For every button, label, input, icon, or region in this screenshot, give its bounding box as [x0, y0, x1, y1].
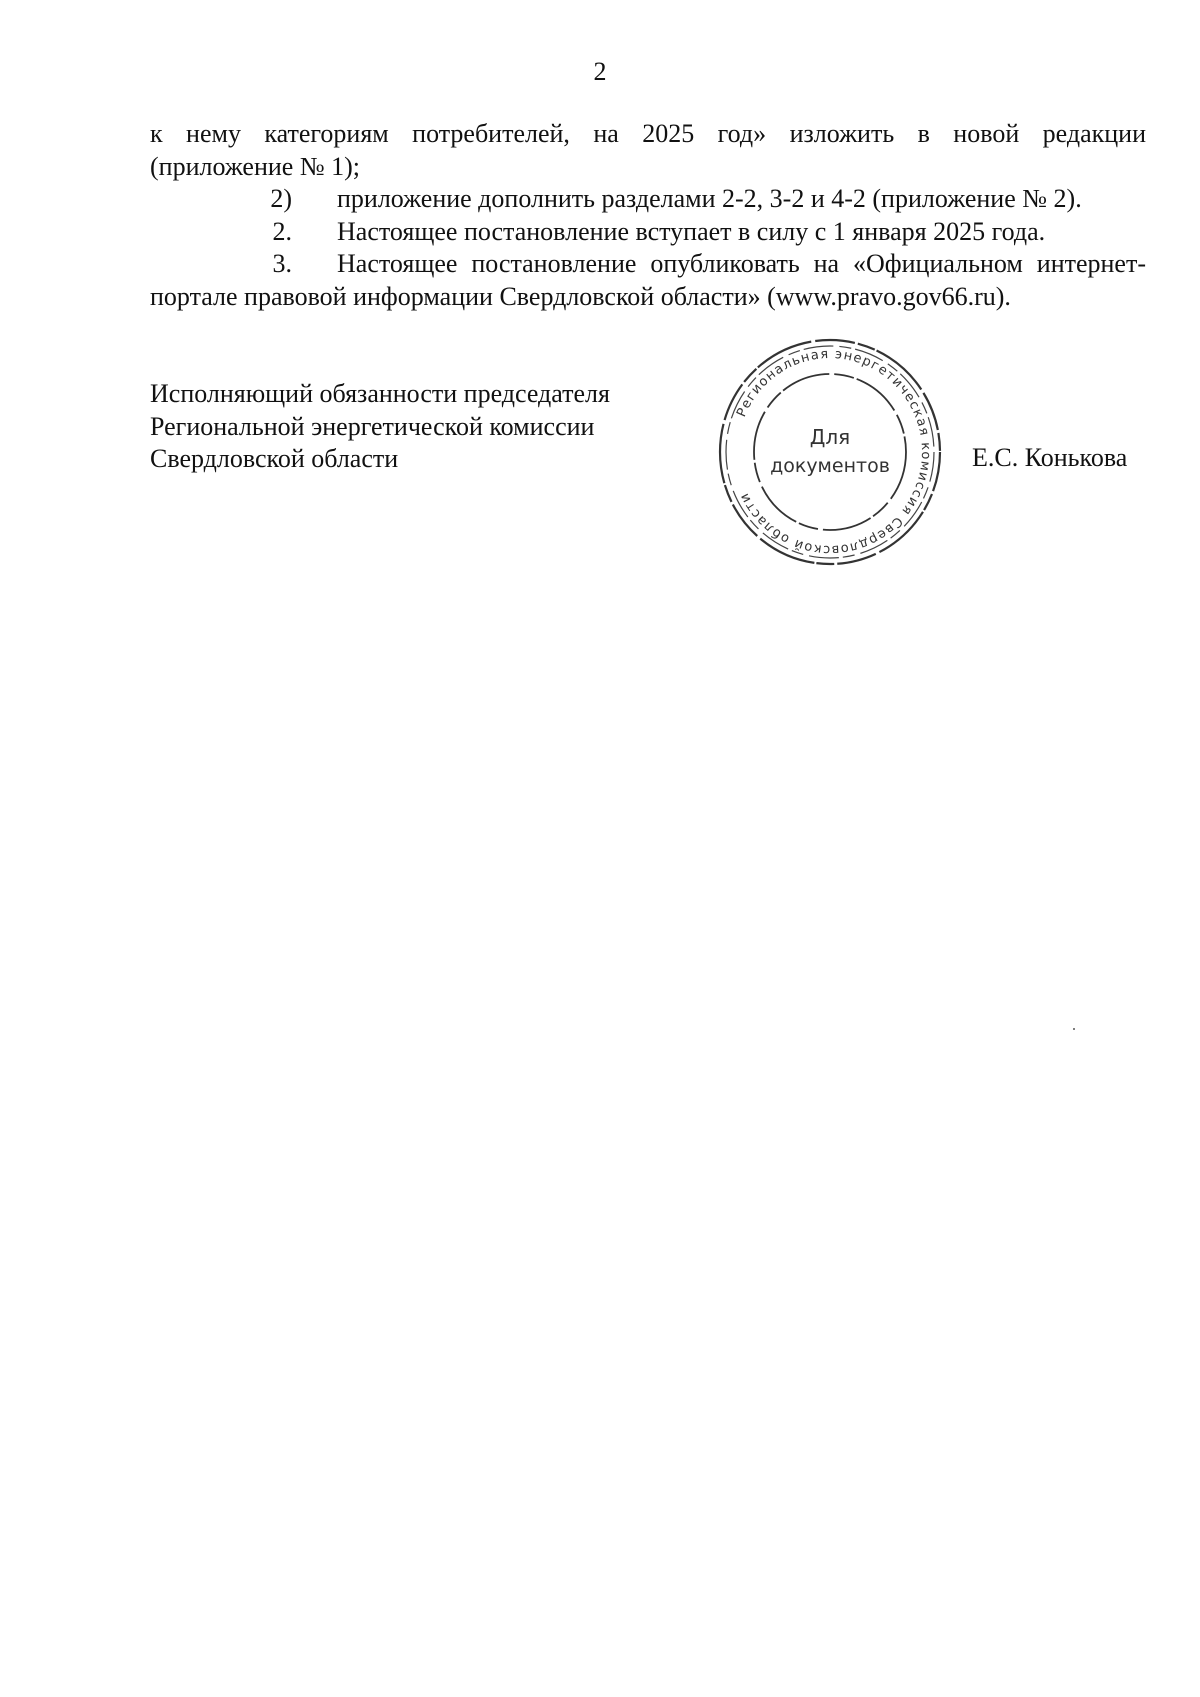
point-2: [150, 216, 1146, 249]
stamp-center-line2: документов: [770, 455, 890, 477]
subitem-2: [150, 183, 1146, 216]
position-line: Свердловской области: [150, 444, 399, 473]
stamp-center-line1: Для: [809, 425, 851, 449]
paragraph-line: к нему категориям потребителей, на 2025 год» изложить в новой редакции: [150, 119, 1146, 148]
signer-name: Е.С. Конькова: [972, 443, 1128, 472]
paragraph-line: портале правовой информации Свердловской области» (www.pravo.gov66.ru).: [150, 281, 1011, 311]
position-line: Исполняющий обязанности председателя: [150, 379, 610, 408]
point-text: Настоящее постановление вступает в силу с 1 января 2025 года.: [337, 216, 1046, 246]
page-number: 2: [593, 57, 607, 86]
scan-speck: [1073, 1028, 1075, 1030]
signatory-position: [150, 378, 710, 476]
point-number: 2.: [272, 216, 292, 246]
subitem-number: 2): [270, 184, 292, 213]
official-stamp: [712, 332, 948, 572]
document-body: [150, 118, 1146, 313]
paragraph-continuation: [150, 118, 1146, 151]
point-3: [150, 248, 1146, 281]
stamp-ring-text: Региональная энергетическая комиссия Свердловской области: [734, 346, 934, 558]
point-text: Настоящее постановление опубликовать на «Официальном интернет-: [337, 249, 1146, 278]
paragraph-line: (приложение № 1);: [150, 151, 361, 181]
stamp-inner-ring: [754, 374, 906, 530]
point-number: 3.: [272, 249, 292, 278]
position-line: Региональной энергетической комиссии: [150, 411, 595, 441]
subitem-text: приложение дополнить разделами 2-2, 3-2 и 4-2 (приложение № 2).: [337, 184, 1082, 213]
